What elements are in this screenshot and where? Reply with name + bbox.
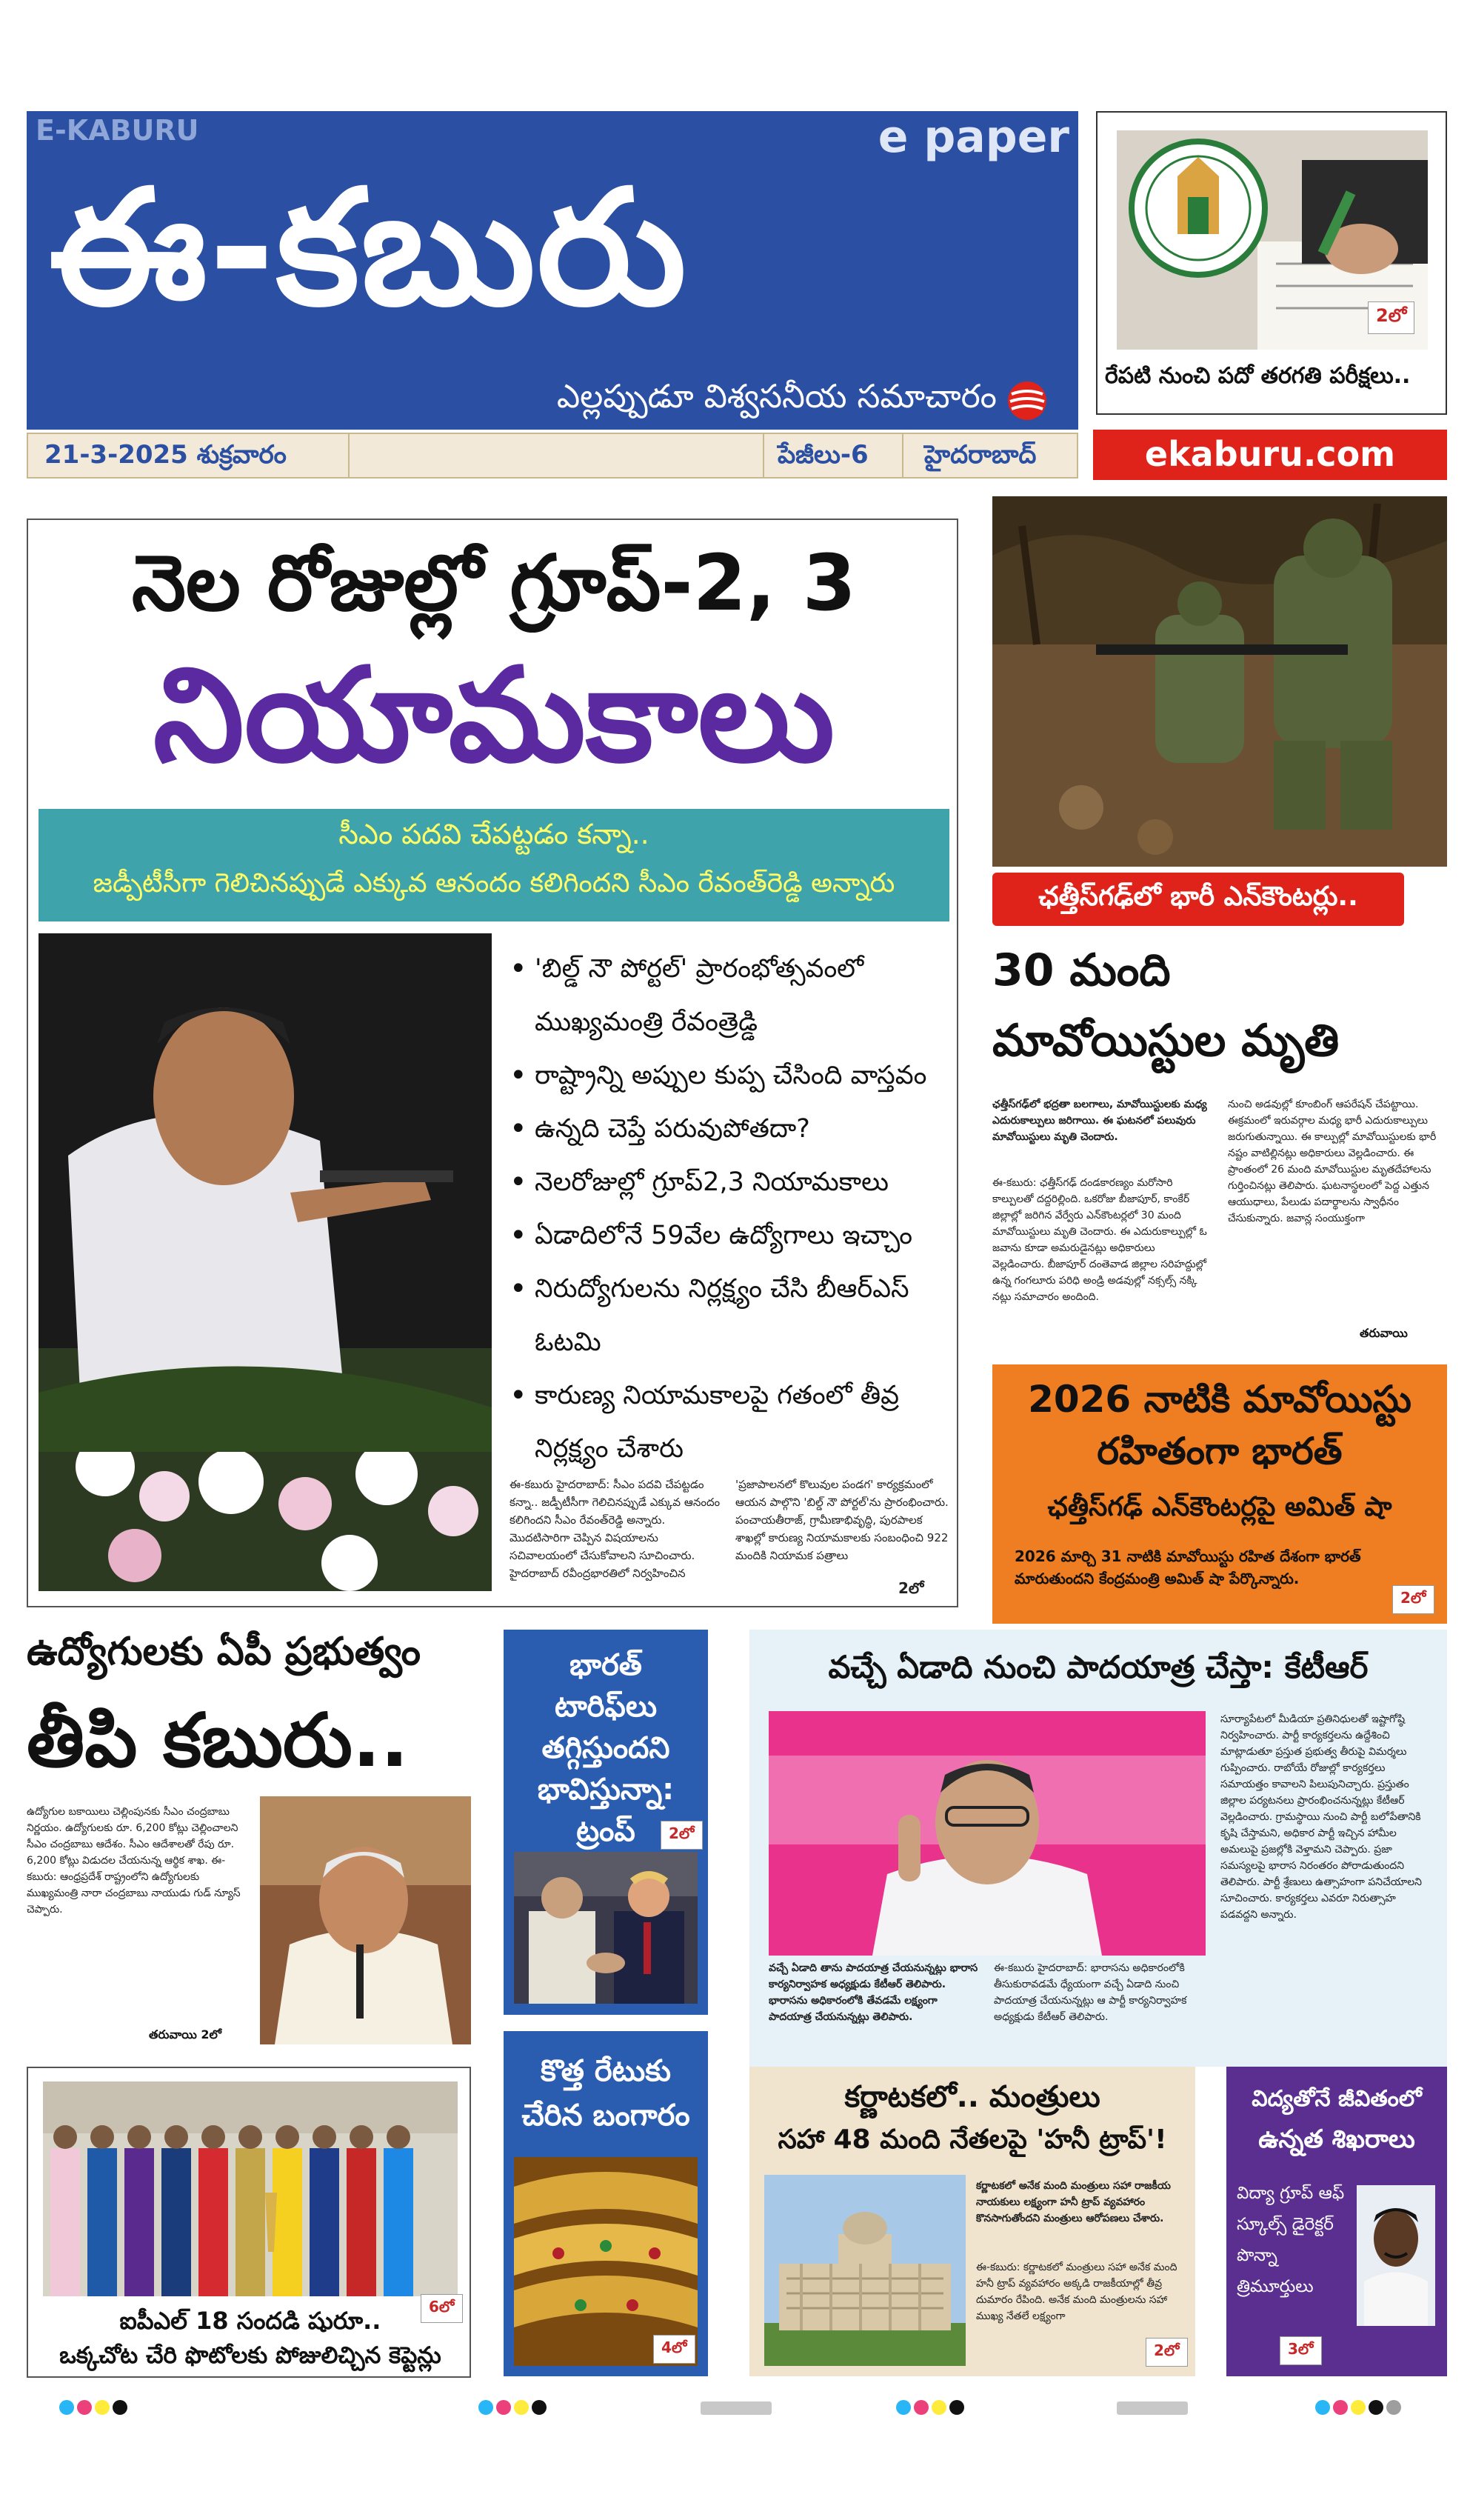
masthead-tagline: ఎల్లప్పుడూ విశ్వసనీయ సమాచారం [556, 378, 997, 416]
encounter-body-left: ఈ-కబురు: ఛత్తీస్‌గఢ్ దండకారణ్యం మరోసారి కాల్పులతో దద్దరిల్లింది. ఒకరోజు బీజాపూర్, కాంకేర్ జిల్లాల్లో జరిగిన వేర్వేరు ఎన్‌కౌంటర్లలో 30 మంది మావోయిస్టులు మృతి చెందారు. ఈ ఎదురుకాల్పుల్లో ఓ జవాను కూడా అమరుడైనట్లు అధికారులు వెల్లడించారు. బీజాపూర్ దంతెవాడ జిల్లాల సరిహద్దుల్లో ఉన్న గంగలూరు పరిధి అండ్రి అడవుల్లో నక్సల్స్ నక్కి నట్లు సమాచారం అందింది. [992, 1177, 1207, 1303]
encounter-headline-1[interactable]: 30 మంది [992, 944, 1171, 996]
registration-marks [0, 2400, 1470, 2430]
website-strip[interactable] [1093, 430, 1447, 480]
portrait-illustration [1357, 2185, 1435, 2326]
soldiers-illustration [992, 496, 1447, 867]
ap-employees-story [27, 1630, 471, 2044]
page-ref[interactable]: 2లో [1368, 301, 1414, 334]
ipl-story [27, 2067, 471, 2378]
karnataka-body-2: ఈ-కబురు: కర్ణాటకలో మంత్రులు సహా అనేక మంది హనీ ట్రాప్ వ్యవహారం అక్కడి రాజకీయాల్లో తీవ్ర దుమారం రేపింది. అనేక మంది మంత్రులను సహా ముఖ్య నేతలే లక్ష్యంగా [976, 2261, 1177, 2322]
masthead [27, 111, 1078, 430]
cm-photo [39, 933, 492, 1591]
ipl-headline-1[interactable]: ఐపీఎల్ 18 సందడి షురూ.. [119, 2307, 381, 2335]
masthead-title: ఈ-కబురు [49, 155, 688, 341]
encounter-intro: ఛత్తీస్‌గఢ్‌లో భద్రతా బలగాలు, మావోయిస్టులకు మధ్య ఎదురుకాల్పులు జరిగాయి. ఈ ఘటనలో పలువురు మావోయిస్టులు మృతి చెందారు. [992, 1099, 1207, 1143]
page-count: పేజీలు-6 [778, 440, 869, 470]
lead-subhead-2: జడ్పీటీసీగా గెలిచినప్పుడే ఎక్కువ ఆనందం కలిగిందని సీఎం రేవంత్‌రెడ్డి అన్నారు [93, 868, 895, 899]
bullet-item: • కారుణ్య నియామకాలపై గతంలో తీవ్ర నిర్లక్ష్యం చేశారు [510, 1369, 946, 1476]
exam-caption[interactable]: రేపటి నుంచి పదో తరగతి పరీక్షలు.. [1105, 363, 1411, 389]
education-body: విద్యా గ్రూప్ ఆఫ్ స్కూల్స్ డైరెక్టర్ పొన్నా త్రిమూర్తులు [1237, 2184, 1345, 2296]
gold-headline[interactable]: కొత్త రేటుకు చేరిన బంగారం [521, 2054, 690, 2133]
ap-headline-1[interactable]: ఉద్యోగులకు ఏపీ ప్రభుత్వం [27, 1630, 421, 1674]
epaper-label: e paper [878, 111, 1069, 163]
amit-shah-box [992, 1364, 1447, 1624]
lead-subhead-box [39, 809, 949, 921]
karnataka-headline-2[interactable]: సహా 48 మంది నేతలపై 'హనీ ట్రాప్'! [778, 2124, 1167, 2155]
color-bar [1315, 2400, 1401, 2415]
ktr-story [749, 1630, 1447, 2067]
bullet-item: • నిరుద్యోగులను నిర్లక్ష్యం చేసి బీఆర్ఎస్ ఓటమి [510, 1262, 946, 1369]
education-headline-1[interactable]: విద్యతోనే జీవితంలో [1252, 2086, 1422, 2112]
amit-subhead: ఛత్తీస్‌గఢ్ ఎన్‌కౌంటర్లపై అమిత్ షా [1047, 1492, 1392, 1522]
page-ref[interactable]: 4లో [653, 2335, 695, 2364]
lead-body-right: 'ప్రజాపాలనలో కొలువుల పండగ' కార్యక్రమంలో ఆయన పాల్గొని 'బిల్డ్ నౌ పోర్టల్'ను ప్రారంభించారు. పంచాయతీరాజ్, గ్రామీణాభివృద్ధి, పురపాలక శాఖల్లో కారుణ్య నియామకాలకు సంబంధించి 922 మందికి నియామక పత్రాలు [735, 1478, 949, 1562]
page-ref[interactable]: 2లో [1392, 1585, 1434, 1614]
cbn-photo [260, 1796, 471, 2044]
page-ref[interactable]: 3లో [1280, 2336, 1322, 2365]
ktr-photo [769, 1711, 1206, 1956]
color-bar [478, 2400, 547, 2415]
ipl-headline-2[interactable]: ఒక్కచోట చేరి ఫొటోలకు పోజులిచ్చిన కెప్టెన్లు [59, 2342, 441, 2369]
vidhana-soudha-photo [764, 2175, 966, 2366]
bullet-item: • ఉన్నది చెప్తే పరువుపోతదా? [510, 1102, 946, 1156]
bullet-item: • రాష్ట్రాన్ని అప్పుల కుప్ప చేసింది వాస్తవం [510, 1049, 946, 1102]
lead-subhead-1: సీఎం పదవి చేపట్టడం కన్నా.. [338, 818, 649, 850]
bullet-item: • నెలరోజుల్లో గ్రూప్2,3 నియామకాలు [510, 1156, 946, 1209]
lead-bullets [510, 942, 946, 1476]
karnataka-headline-1[interactable]: కర్ణాటకలో.. మంత్రులు [844, 2080, 1100, 2114]
dateline-bar [27, 433, 1078, 479]
modi-trump-photo [514, 1852, 698, 2004]
cm-speaking-illustration [39, 933, 492, 1591]
encounter-banner-text[interactable]: ఛత్తీస్‌గఢ్‌లో భారీ ఎన్‌కౌంటర్లు.. [1038, 881, 1358, 912]
ktr-body-right: సూర్యాపేటలో మీడియా ప్రతినిధులతో ఇష్టాగోష్ఠి నిర్వహించారు. పార్టీ కార్యకర్తలను ఉద్దేశించి మాట్లాడుతూ ప్రస్తుత ప్రభుత్వ తీరుపై విమర్శలు గుప్పించారు. రాబోయే రోజుల్లో కార్యకర్తలు సమాయత్తం కావాలని పిలుపునిచ్చారు. ప్రస్తుతం జిల్లాల పర్యటనలు ప్రారంభించనున్నట్లు కేటీఆర్ వెల్లడించారు. గ్రామస్థాయి నుంచి పార్టీ బలోపేతానికి కృషి చేస్తామని, అధికార పార్టీ ఇచ్చిన హామీల అమలుపై ప్రజల్లోకి వెళ్తామని చెప్పారు. ప్రజా సమస్యలపై భారాస నిరంతరం పోరాడుతుందని తెలిపారు. పార్టీ శ్రేణులు ఉత్సాహంగా పనిచేయాలని సూచించారు. కార్యకర్తలు ఎవరూ నిరుత్సాహ పడవద్దని అన్నారు. [1220, 1713, 1423, 1921]
education-story [1226, 2067, 1447, 2376]
ktr-headline[interactable]: వచ్చే ఏడాది నుంచి పాదయాత్ర చేస్తా: కేటీఆర్ [828, 1649, 1369, 1685]
vidhana-soudha-illustration [764, 2175, 966, 2366]
page-ref[interactable]: 2లో [1146, 2338, 1188, 2367]
lead-headline-2[interactable]: నియామకాలు [153, 641, 835, 791]
trump-headline[interactable]: భారత్ టారిఫ్‌లు తగ్గిస్తుందని భావిస్తున్నా: ట్రంప్ [537, 1648, 675, 1848]
encounter-body-right: నుంచి అడవుల్లో కూంబింగ్ ఆపరేషన్ చేపట్టాయి. ఈక్రమంలో ఇరువర్గాల మధ్య భారీ ఎదురుకాల్పులు జరుగుతున్నాయి. ఈ కాల్పుల్లో మావోయిస్టులకు భారీ నష్టం వాటిల్లినట్లు అధికారులు వెల్లడించారు. ఈ ప్రాంతంలో 26 మంది మావోయిస్టుల మృతదేహాలను గుర్తించినట్లు తెలిపారు. ఘటనాస్థలంలో పెద్ద ఎత్తున ఆయుధాలు, పేలుడు పదార్థాలను స్వాధీనం చేసుకున్నారు. జవాన్ల సంయుక్తంగా [1228, 1099, 1437, 1224]
page-ref[interactable]: 2లో [661, 1821, 703, 1850]
website-url[interactable]: ekaburu.com [1144, 434, 1396, 474]
continued-link[interactable]: తరువాయి [1355, 1326, 1412, 1343]
karnataka-story [749, 2067, 1195, 2376]
exam-teaser[interactable] [1096, 111, 1447, 415]
color-bar [896, 2400, 964, 2415]
trump-box [504, 1630, 708, 2015]
gold-box [504, 2031, 708, 2376]
ap-body: ఉద్యోగుల బకాయిలు చెల్లింపునకు సీఎం చంద్రబాబు నిర్ణయం. ఉద్యోగులకు రూ. 6,200 కోట్లు చెల్లించాలని సీఎం చంద్రబాబు ఆదేశం. సీఎం ఆదేశాలతో రేపు రూ. 6,200 కోట్లు విడుదల చేయనున్న ఆర్థిక శాఖ. ఈ-కబురు: ఆంధ్రప్రదేశ్ రాష్ట్రంలోని ఉద్యోగులకు ముఖ్యమంత్రి నారా చంద్రబాబు నాయుడు గుడ్ న్యూస్ చెప్పారు. [27, 1806, 241, 1916]
education-headline-2[interactable]: ఉన్నత శిఖరాలు [1258, 2124, 1415, 2154]
lead-body-left: ఈ-కబురు హైదరాబాద్: సీఎం పదవి చేపట్టడం కన్నా.. జడ్పీటీసీగా గెలిచినప్పుడే ఎక్కువ ఆనందం కలిగిందని సీఎం రేవంత్‌రెడ్డి అన్నారు. మొదటిసారిగా చెప్పిన విషయాలను సచివాలయంలో చేసుకోవాలని సూచించారు. హైదరాబాద్ రవీంద్రభారతిలో నిర్వహించిన [510, 1478, 721, 1580]
ap-headline-2[interactable]: తీపి కబురు.. [27, 1697, 409, 1784]
lead-story [27, 519, 958, 1607]
ktr-illustration [769, 1711, 1206, 1956]
amit-headline-1[interactable]: 2026 నాటికి మావోయిస్టు [1028, 1378, 1411, 1421]
ipl-captains-illustration [43, 2081, 458, 2296]
cbn-illustration [260, 1796, 471, 2044]
ekaburu-logo-icon [1006, 379, 1049, 422]
handshake-illustration [514, 1852, 698, 2004]
lead-headline-1[interactable]: నెల రోజుల్లో గ్రూప్-2, 3 [131, 538, 856, 628]
ktr-caption: వచ్చే ఏడాది తాను పాదయాత్ర చేయనున్నట్లు భారాస కార్యనిర్వాహక అధ్యక్షుడు కేటీఆర్ తెలిపారు. భారాసను అధికారంలోకి తేవడమే లక్ష్యంగా పాదయాత్ర చేయనున్నట్లు తెలిపారు. [769, 1962, 978, 2023]
page-ref[interactable]: 2లో [898, 1579, 924, 1597]
encounter-banner[interactable] [992, 873, 1404, 926]
page-ref[interactable]: 6లో [421, 2294, 463, 2323]
bullet-item: • 'బిల్డ్ నౌ పోర్టల్' ప్రారంభోత్సవంలో ముఖ్యమంత్రి రేవంత్రెడ్డి [510, 942, 946, 1049]
amit-body: 2026 మార్చి 31 నాటికి మావోయిస్టు రహిత దేశంగా భారత్ మారుతుందని కేంద్రమంత్రి అమిత్ షా పేర్కొన్నారు. [1015, 1547, 1361, 1587]
bullet-item: • ఏడాదిలోనే 59వేల ఉద్యోగాలు ఇచ్చాం [510, 1209, 946, 1262]
karnataka-body-1: కర్ణాటకలో అనేక మంది మంత్రులు సహా రాజకీయ నాయకులు లక్ష్యంగా హనీ ట్రాప్ వ్యవహారం కొనసాగుతోందని మంత్రులు ఆరోపణలు చేశారు. [976, 2180, 1171, 2224]
amit-headline-2[interactable]: రహితంగా భారత్ [1097, 1430, 1343, 1473]
encounter-photo [992, 496, 1447, 867]
trimurthulu-photo [1357, 2185, 1435, 2326]
issue-date: 21-3-2025 శుక్రవారం [44, 440, 287, 470]
color-bar [59, 2400, 127, 2415]
city-name: హైదరాబాద్ [924, 440, 1037, 470]
encounter-headline-2[interactable]: మావోయిస్టుల మృతి [992, 1015, 1340, 1067]
gray-bar [701, 2401, 772, 2415]
ktr-body-mid: ఈ-కబురు హైదరాబాద్: భారాసను అధికారంలోకి తీసుకురావడమే ధ్యేయంగా వచ్చే ఏడాది నుంచి పాదయాత్ర చేయనున్నట్లు ఆ పార్టీ కార్యనిర్వాహక అధ్యక్షుడు కేటీఆర్ తెలిపారు. [994, 1962, 1187, 2023]
gray-bar [1117, 2401, 1188, 2415]
continued-link[interactable]: తరువాయి 2లో [149, 2027, 221, 2041]
ipl-captains-photo [43, 2081, 458, 2296]
brand-small: E-KABURU [36, 114, 199, 147]
